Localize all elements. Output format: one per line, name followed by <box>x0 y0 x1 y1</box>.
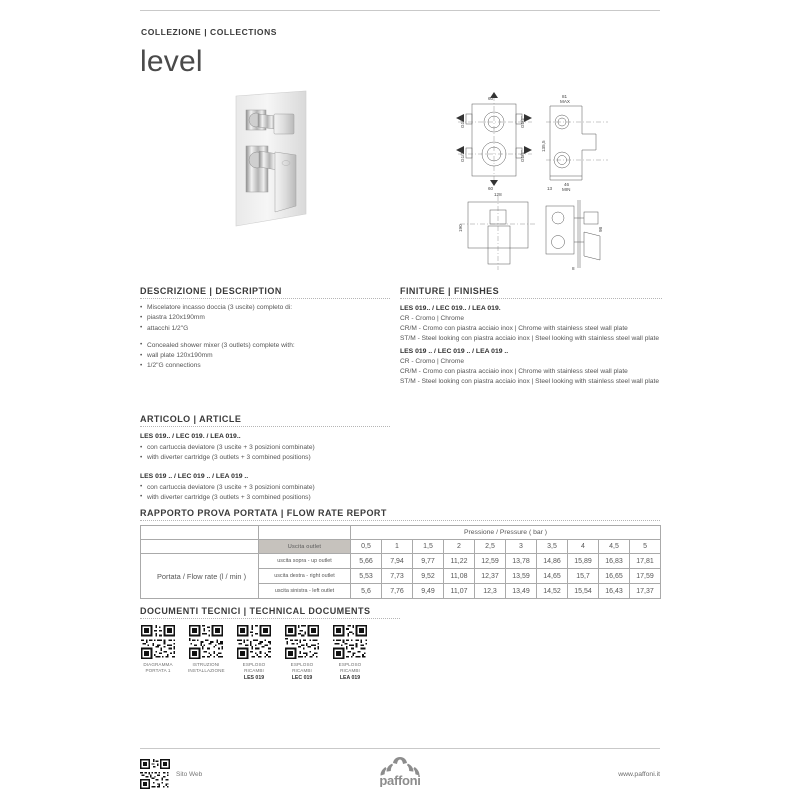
qr-code-icon[interactable] <box>285 625 319 659</box>
footer-site-label: Sito Web <box>176 770 203 778</box>
dim-height: 135,5 <box>541 140 546 152</box>
list-item: • con cartuccia deviatore (3 uscite + 3 posizioni combinate) <box>140 483 390 493</box>
dim-thread-bl: G1/2" <box>460 116 465 128</box>
pressure-value: 5 <box>630 540 661 554</box>
finish-line: ST/M - Steel looking con piastra acciaio inox | Steel looking with stainless steel wall plate <box>400 335 659 343</box>
paffoni-wordmark: paffoni <box>379 773 421 787</box>
finishes-heading: FINITURE | FINISHES <box>400 286 500 296</box>
documents-divider <box>140 618 400 619</box>
flow-value: 16,43 <box>599 584 630 599</box>
dim-min-label: MIN <box>562 187 571 192</box>
technical-drawings <box>450 90 610 280</box>
list-item: • with diverter cartridge (3 outlets + 3 combined positions) <box>140 453 390 463</box>
list-item: • attacchi 1/2"G <box>140 324 390 334</box>
description-section <box>140 286 390 372</box>
flow-value: 11,07 <box>444 584 475 599</box>
flow-value: 14,86 <box>537 554 568 569</box>
document-item-lea019[interactable] <box>332 625 368 682</box>
finish-code: LES 019 .. / LEC 019 .. / LEA 019 .. <box>400 347 509 355</box>
flow-value: 7,73 <box>382 569 413 584</box>
flow-value: 11,08 <box>444 569 475 584</box>
paffoni-logo <box>363 755 437 792</box>
finishes-divider <box>400 298 662 299</box>
documents-heading: DOCUMENTI TECNICI | TECHNICAL DOCUMENTS <box>140 606 371 616</box>
flow-rate-heading: RAPPORTO PROVA PORTATA | FLOW RATE REPORT <box>140 508 387 518</box>
flow-value: 17,59 <box>630 569 661 584</box>
flow-value: 5,6 <box>351 584 382 599</box>
dim-thread-br: G1/2" <box>520 116 525 128</box>
dim-depth: 98 <box>598 226 603 232</box>
pressure-value: 3 <box>506 540 537 554</box>
outlet-label: uscita destra - right outlet <box>259 569 351 584</box>
article-list <box>140 483 390 504</box>
dim-top-width: 60 <box>488 96 494 101</box>
outlet-header: Uscita outlet <box>259 540 351 554</box>
table-subheader-row <box>141 540 661 554</box>
table-row <box>141 554 661 569</box>
pressure-value: 2 <box>444 540 475 554</box>
flow-value: 9,77 <box>413 554 444 569</box>
pressure-value: 3,5 <box>537 540 568 554</box>
finish-line: CR - Cromo | Chrome <box>400 315 464 322</box>
document-caption: ISTRUZIONI INSTALLAZIONE <box>188 662 225 674</box>
document-item-diagramma[interactable] <box>140 625 176 682</box>
description-list-en <box>140 341 390 372</box>
dim-thickness: 8 <box>572 266 575 271</box>
technical-documents-section <box>140 606 400 682</box>
qr-code-icon[interactable] <box>140 759 170 789</box>
flow-value: 15,7 <box>568 569 599 584</box>
dim-min: 46 <box>564 182 570 187</box>
document-caption: ESPLOSO RICAMBI <box>338 662 362 674</box>
article-code: LES 019.. / LEC 019. / LEA 019.. <box>140 433 241 440</box>
list-item: • Concealed shower mixer (3 outlets) complete with: <box>140 341 390 351</box>
article-group <box>140 431 390 464</box>
flow-value: 15,89 <box>568 554 599 569</box>
finishes-group <box>400 303 662 345</box>
article-section <box>140 414 390 503</box>
footer-site-link[interactable] <box>140 759 202 789</box>
document-item-lec019[interactable] <box>284 625 320 682</box>
description-list-it <box>140 303 390 334</box>
finish-line: CR/M - Cromo con piastra acciaio inox | Chrome with stainless steel wall plate <box>400 325 628 333</box>
document-code: LEA 019 <box>339 675 361 682</box>
pressure-value: 1,5 <box>413 540 444 554</box>
article-divider <box>140 426 390 427</box>
flow-value: 17,37 <box>630 584 661 599</box>
flow-rate-section <box>140 508 660 599</box>
article-code: LES 019 .. / LEC 019 .. / LEA 019 .. <box>140 472 249 480</box>
list-item: • 1/2"G connections <box>140 361 390 371</box>
description-heading: DESCRIZIONE | DESCRIPTION <box>140 286 282 296</box>
pressure-value: 0,5 <box>351 540 382 554</box>
flow-rate-table <box>140 525 661 599</box>
finish-line: CR - Cromo | Chrome <box>400 357 464 365</box>
blank-cell <box>259 526 351 540</box>
paffoni-logo-icon <box>363 755 437 787</box>
qr-code-icon[interactable] <box>141 625 175 659</box>
finish-line: ST/M - Steel looking con piastra acciaio inox | Steel looking with stainless steel wall plate <box>400 378 659 386</box>
outlet-label: uscita sinistra - left outlet <box>259 584 351 599</box>
pressure-header: Pressione / Pressure ( bar ) <box>351 526 661 540</box>
list-item: • piastra 120x190mm <box>140 313 390 323</box>
dim-thread-tl: G1/2" <box>460 150 465 162</box>
finishes-section <box>400 286 662 387</box>
dim-bottom-width: 60 <box>488 186 494 191</box>
flow-value: 15,54 <box>568 584 599 599</box>
document-caption: DIAGRAMMA PORTATA 1 <box>143 662 173 674</box>
document-item-istruzioni[interactable] <box>188 625 224 682</box>
flow-rate-divider <box>140 520 660 521</box>
outlet-label: uscita sopra - up outlet <box>259 554 351 569</box>
flow-value: 14,65 <box>537 569 568 584</box>
dim-max-label: MAX <box>560 99 570 104</box>
article-list <box>140 443 390 464</box>
flow-value: 16,65 <box>599 569 630 584</box>
flow-value: 12,37 <box>475 569 506 584</box>
flow-value: 11,22 <box>444 554 475 569</box>
dim-plate-width: 128 <box>494 192 502 197</box>
document-caption: ESPLOSO RICAMBI <box>290 662 314 674</box>
flow-value: 13,78 <box>506 554 537 569</box>
flow-value: 7,94 <box>382 554 413 569</box>
flow-value: 13,49 <box>506 584 537 599</box>
list-item: • con cartuccia deviatore (3 uscite + 3 posizioni combinate) <box>140 443 390 453</box>
top-divider <box>140 10 660 11</box>
finish-line: CR/M - Cromo con piastra acciaio inox | Chrome with stainless steel wall plate <box>400 367 628 375</box>
flow-value: 14,52 <box>537 584 568 599</box>
blank-cell <box>141 540 259 554</box>
list-item: • with diverter cartridge (3 outlets + 3 combined positions) <box>140 493 390 503</box>
dim-thread-tr: G1/2" <box>520 150 525 162</box>
flow-value: 12,3 <box>475 584 506 599</box>
list-item: • wall plate 120x190mm <box>140 351 390 361</box>
qr-code-icon[interactable] <box>333 625 367 659</box>
flow-value: 12,59 <box>475 554 506 569</box>
table-header-row <box>141 526 661 540</box>
pressure-value: 2,5 <box>475 540 506 554</box>
qr-code-icon[interactable] <box>237 625 271 659</box>
page-footer <box>140 748 660 793</box>
flow-rate-row-label: Portata / Flow rate (l / min ) <box>141 554 259 599</box>
document-item-les019[interactable] <box>236 625 272 682</box>
flow-value: 7,76 <box>382 584 413 599</box>
documents-row <box>140 625 400 682</box>
flow-value: 9,52 <box>413 569 444 584</box>
article-heading: ARTICOLO | ARTICLE <box>140 414 242 424</box>
finish-code: LES 019.. / LEC 019.. / LEA 019. <box>400 305 501 312</box>
dim-max: 81 <box>562 94 568 99</box>
flow-value: 17,81 <box>630 554 661 569</box>
description-divider <box>140 298 390 299</box>
dim-small: 13 <box>547 186 553 191</box>
dim-plate-height: 190 <box>458 224 463 232</box>
pressure-value: 4,5 <box>599 540 630 554</box>
flow-value: 16,83 <box>599 554 630 569</box>
article-group <box>140 471 390 504</box>
flow-value: 5,53 <box>351 569 382 584</box>
pressure-value: 1 <box>382 540 413 554</box>
pressure-value: 4 <box>568 540 599 554</box>
footer-url[interactable]: www.paffoni.it <box>618 770 660 778</box>
product-photo <box>228 88 314 236</box>
finishes-group <box>400 346 662 388</box>
document-code: LEC 019 <box>291 675 313 682</box>
list-item: • Miscelatore incasso doccia (3 uscite) completo di: <box>140 303 390 313</box>
document-caption: ESPLOSO RICAMBI <box>242 662 266 674</box>
flow-value: 13,59 <box>506 569 537 584</box>
document-code: LES 019 <box>243 675 265 682</box>
page-title: level <box>140 45 203 78</box>
blank-cell <box>141 526 259 540</box>
flow-value: 5,66 <box>351 554 382 569</box>
qr-code-icon[interactable] <box>189 625 223 659</box>
flow-value: 9,49 <box>413 584 444 599</box>
collection-label: COLLEZIONE | COLLECTIONS <box>141 27 277 37</box>
